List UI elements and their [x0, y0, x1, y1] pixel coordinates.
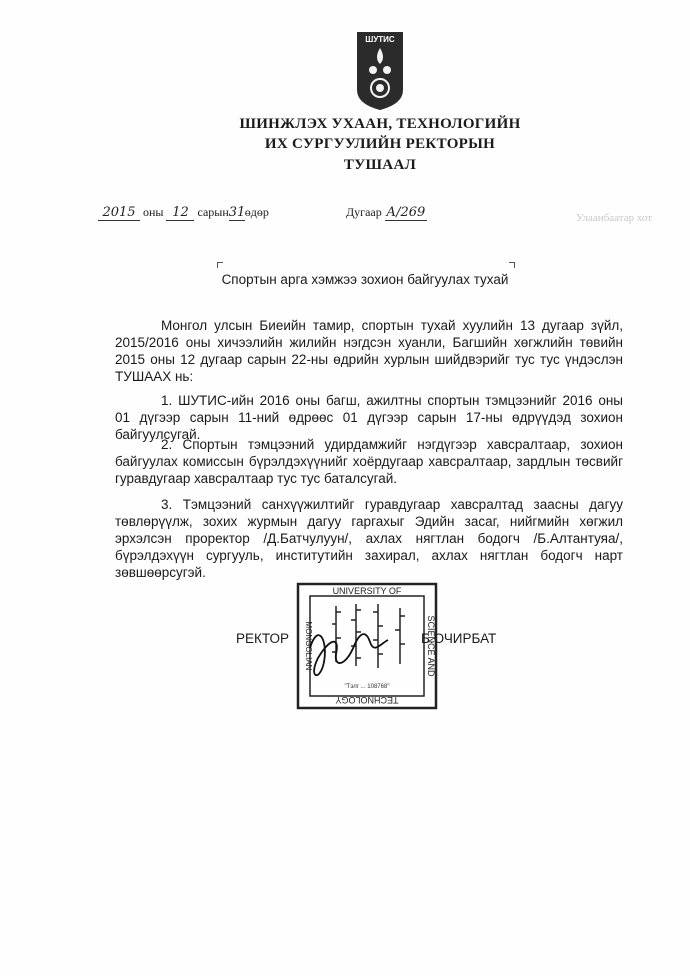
corner-mark-left	[217, 262, 223, 268]
order-item-2: 2. Спортын тэмцээний удирдамжийг нэгдүгээр хавсралтаар, зохион байгуулах комиссын бүрэлдэхүүнийг хоёрдугаар хавсралтаар, зардлын төсвийг гуравдугаар хавсралтаар тус тус баталсугай.	[115, 437, 623, 486]
header-line-2: ИХ СУРГУУЛИЙН РЕКТОРЫН	[264, 136, 496, 152]
stamp-id-text: "Тэлг ... 108768"	[344, 684, 390, 690]
signature-name: Б.ОЧИРБАТ	[421, 631, 497, 646]
stamp-left-text: MONGOLIAN	[304, 621, 313, 671]
date-month: 12	[166, 205, 194, 221]
intro-paragraph: Монгол улсын Биеийн тамир, спортын тухай хуулийн 13 дугаар зүйл, 2015/2016 оны хичээлийн жилийн нэгдсэн хуанли, Багшийн хөгжлийн төвийн 2015 оны 12 дугаар сарын 22-ны өдрийн хурлын шийдвэрийг тус тус үндэслэн ТУШААХ нь:	[115, 318, 623, 384]
header-line-1: ШИНЖЛЭХ УХААН, ТЕХНОЛОГИЙН	[239, 116, 521, 132]
stamp-bottom-text: TECHNOLOGY	[335, 695, 399, 705]
order-item-1: 1. ШУТИС-ийн 2016 оны багш, ажилтны спортын тэмцээнийг 2016 оны 01 дүгээр сарын 11-ний өдрөөс 01 дүгээр сарын 17-ны өдрүүдэд зохион байгуулсугай.	[115, 393, 623, 442]
university-emblem-icon	[355, 30, 405, 112]
subject-title: Спортын арга хэмжээ зохион байгуулах тухай	[221, 272, 509, 287]
stamp-right-text: SCIENCE AND	[426, 615, 436, 677]
date-line	[98, 205, 269, 221]
order-number-label: Дугаар	[346, 205, 382, 219]
signature-title: РЕКТОР	[236, 631, 290, 646]
order-number-line	[346, 205, 427, 221]
stamp-top-text: UNIVERSITY OF	[332, 586, 402, 596]
header-line-3: ТУШААЛ	[343, 157, 417, 173]
place-label: Улаанбаатар хот	[576, 212, 653, 224]
logo-text: ШУТИС	[365, 35, 395, 44]
date-month-suffix: сарын	[197, 205, 229, 219]
mongolian-script	[332, 604, 405, 668]
date-day-suffix: өдөр	[244, 205, 269, 219]
official-stamp	[296, 582, 438, 710]
order-number: А/269	[386, 205, 426, 220]
corner-mark-right	[509, 262, 515, 268]
order-item-3: 3. Тэмцээний санхүүжилтийг гуравдугаар хавсралтад заасны дагуу төвлөрүүлж, зохих журмын дагуу гаргахыг Эдийн засаг, нийгмийн хөгжил эрхэлсэн проректор /Д.Батчулуун/, ахлах нягтлан бодогч /Б.Алтантуяа/, бүрэлдэхүүн сургууль, институтийн захирал, ахлах нягтлан бодогч нарт зөвшөөрсугэй.	[115, 497, 623, 580]
date-day: 31	[228, 205, 246, 220]
date-year-suffix: оны	[143, 205, 164, 219]
date-year: 2015	[98, 205, 140, 221]
